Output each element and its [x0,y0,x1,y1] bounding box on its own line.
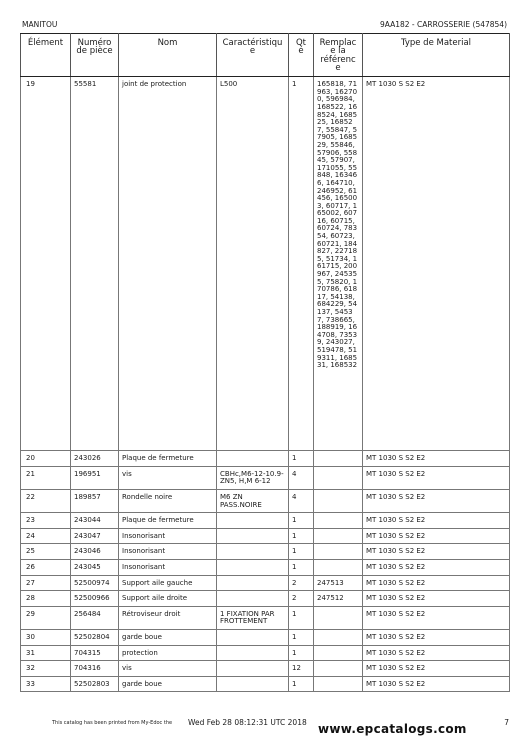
cell-material-type: MT 1030 S S2 E2 [363,544,510,560]
section-title: 9AA182 - CARROSSERIE (547854) [379,20,507,29]
cell-material-type: MT 1030 S S2 E2 [363,77,510,451]
table-row [21,528,510,544]
table-row [21,544,510,560]
cell-quantity: 2 [289,575,314,591]
col-header-quantity: Qt é [289,34,314,77]
cell-part-number: 52500974 [71,575,119,591]
table-row [21,489,510,512]
cell-quantity: 1 [289,559,314,575]
cell-replaces-reference [314,559,363,575]
cell-replaces-reference [314,606,363,629]
cell-part-number: 196951 [71,466,119,489]
cell-characteristic [217,629,289,645]
parts-table [20,33,510,692]
cell-name: Rondelle noire [119,489,217,512]
cell-characteristic [217,676,289,692]
cell-characteristic [217,559,289,575]
cell-name: Support aile gauche [119,575,217,591]
cell-name: garde boue [119,676,217,692]
cell-quantity: 1 [289,645,314,661]
table-row [21,466,510,489]
cell-quantity: 1 [289,451,314,467]
table-row [21,513,510,529]
table-row [21,676,510,692]
cell-part-number: 52500966 [71,591,119,607]
cell-element: 24 [21,528,71,544]
table-row [21,575,510,591]
cell-characteristic: M6 ZN PASS.NOIRE [217,489,289,512]
cell-element: 27 [21,575,71,591]
cell-material-type: MT 1030 S S2 E2 [363,575,510,591]
cell-part-number: 243026 [71,451,119,467]
cell-name: Plaque de fermeture [119,451,217,467]
cell-name: protection [119,645,217,661]
cell-characteristic [217,451,289,467]
table-body [21,77,510,692]
footer-date: Wed Feb 28 08:12:31 UTC 2018 [188,718,307,727]
cell-part-number: 55581 [71,77,119,451]
cell-characteristic [217,661,289,677]
cell-replaces-reference [314,489,363,512]
cell-part-number: 189857 [71,489,119,512]
table-row [21,661,510,677]
cell-part-number: 243045 [71,559,119,575]
cell-material-type: MT 1030 S S2 E2 [363,606,510,629]
cell-replaces-reference [314,528,363,544]
col-header-element: Élément [21,34,71,77]
cell-part-number: 52502803 [71,676,119,692]
cell-name: joint de protection [119,77,217,451]
table-row [21,629,510,645]
cell-part-number: 256484 [71,606,119,629]
cell-quantity: 1 [289,676,314,692]
cell-replaces-reference: 247513 [314,575,363,591]
table-row [21,645,510,661]
cell-replaces-reference [314,676,363,692]
cell-characteristic [217,513,289,529]
cell-name: vis [119,466,217,489]
cell-replaces-reference [314,466,363,489]
cell-quantity: 1 [289,606,314,629]
cell-quantity: 1 [289,77,314,451]
cell-characteristic: 1 FIXATION PAR FROTTEMENT [217,606,289,629]
cell-replaces-reference [314,661,363,677]
cell-characteristic: L500 [217,77,289,451]
cell-element: 19 [21,77,71,451]
cell-replaces-reference [314,544,363,560]
cell-material-type: MT 1030 S S2 E2 [363,661,510,677]
brand-label: MANITOU [22,20,58,29]
cell-element: 21 [21,466,71,489]
table-row [21,591,510,607]
cell-characteristic [217,575,289,591]
cell-quantity: 12 [289,661,314,677]
cell-name: Rétroviseur droit [119,606,217,629]
cell-quantity: 4 [289,489,314,512]
cell-quantity: 2 [289,591,314,607]
cell-part-number: 243046 [71,544,119,560]
cell-material-type: MT 1030 S S2 E2 [363,466,510,489]
cell-characteristic [217,645,289,661]
col-header-characteristic: Caractéristiqu e [217,34,289,77]
cell-name: vis [119,661,217,677]
col-header-material-type: Type de Material [363,34,510,77]
cell-element: 22 [21,489,71,512]
cell-replaces-reference [314,629,363,645]
cell-element: 29 [21,606,71,629]
cell-material-type: MT 1030 S S2 E2 [363,528,510,544]
cell-name: Insonorisant [119,528,217,544]
cell-element: 23 [21,513,71,529]
cell-material-type: MT 1030 S S2 E2 [363,676,510,692]
cell-replaces-reference: 247512 [314,591,363,607]
cell-quantity: 1 [289,544,314,560]
cell-element: 32 [21,661,71,677]
footer-note: This catalog has been printed from My-Edoc the [52,720,173,726]
cell-characteristic [217,528,289,544]
table-header-row [21,34,510,77]
cell-characteristic: CBHc,M6-12-10.9-ZN5, H,M 6-12 [217,466,289,489]
cell-material-type: MT 1030 S S2 E2 [363,559,510,575]
col-header-replaces-reference: Remplac e la référenc e [314,34,363,77]
table-row [21,77,510,451]
page-number: 7 [504,718,509,727]
cell-part-number: 243044 [71,513,119,529]
cell-material-type: MT 1030 S S2 E2 [363,591,510,607]
cell-quantity: 1 [289,528,314,544]
cell-characteristic [217,544,289,560]
cell-name: garde boue [119,629,217,645]
col-header-part-number: Numéro de pièce [71,34,119,77]
footer-watermark-url: www.epcatalogs.com [318,722,467,736]
cell-element: 20 [21,451,71,467]
cell-name: Insonorisant [119,559,217,575]
cell-part-number: 704315 [71,645,119,661]
cell-material-type: MT 1030 S S2 E2 [363,629,510,645]
cell-material-type: MT 1030 S S2 E2 [363,489,510,512]
cell-material-type: MT 1030 S S2 E2 [363,645,510,661]
cell-element: 33 [21,676,71,692]
cell-part-number: 52502804 [71,629,119,645]
table-row [21,559,510,575]
cell-quantity: 1 [289,513,314,529]
cell-material-type: MT 1030 S S2 E2 [363,513,510,529]
table-row [21,451,510,467]
cell-quantity: 4 [289,466,314,489]
col-header-name: Nom [119,34,217,77]
cell-replaces-reference [314,645,363,661]
cell-element: 28 [21,591,71,607]
table-row [21,606,510,629]
cell-name: Plaque de fermeture [119,513,217,529]
cell-element: 30 [21,629,71,645]
cell-quantity: 1 [289,629,314,645]
cell-part-number: 704316 [71,661,119,677]
cell-replaces-reference: 165818, 71963, 162700, 596984, 168522, 168524, 168525, 168527, 55847, 57905, 168529, 55846, 57906, 55845, 57907, 171055, 55848, 163466, 164710, 246952, 61456, 165003, 60717, 165002, 60716, 60715, 60724, 78354, 60723, 60721, 184827, 227185, 51734, 161715, 200967, 245355, 75820, 170786, 61817, 54138, 684229, 54137, 54537, 738665, 188919, 164708, 73539, 243027, 519478, 519311, 168531, 168532 [314,77,363,451]
cell-element: 31 [21,645,71,661]
cell-part-number: 243047 [71,528,119,544]
cell-element: 26 [21,559,71,575]
cell-characteristic [217,591,289,607]
cell-element: 25 [21,544,71,560]
cell-name: Support aile droite [119,591,217,607]
cell-name: Insonorisant [119,544,217,560]
cell-replaces-reference [314,451,363,467]
cell-material-type: MT 1030 S S2 E2 [363,451,510,467]
cell-replaces-reference [314,513,363,529]
